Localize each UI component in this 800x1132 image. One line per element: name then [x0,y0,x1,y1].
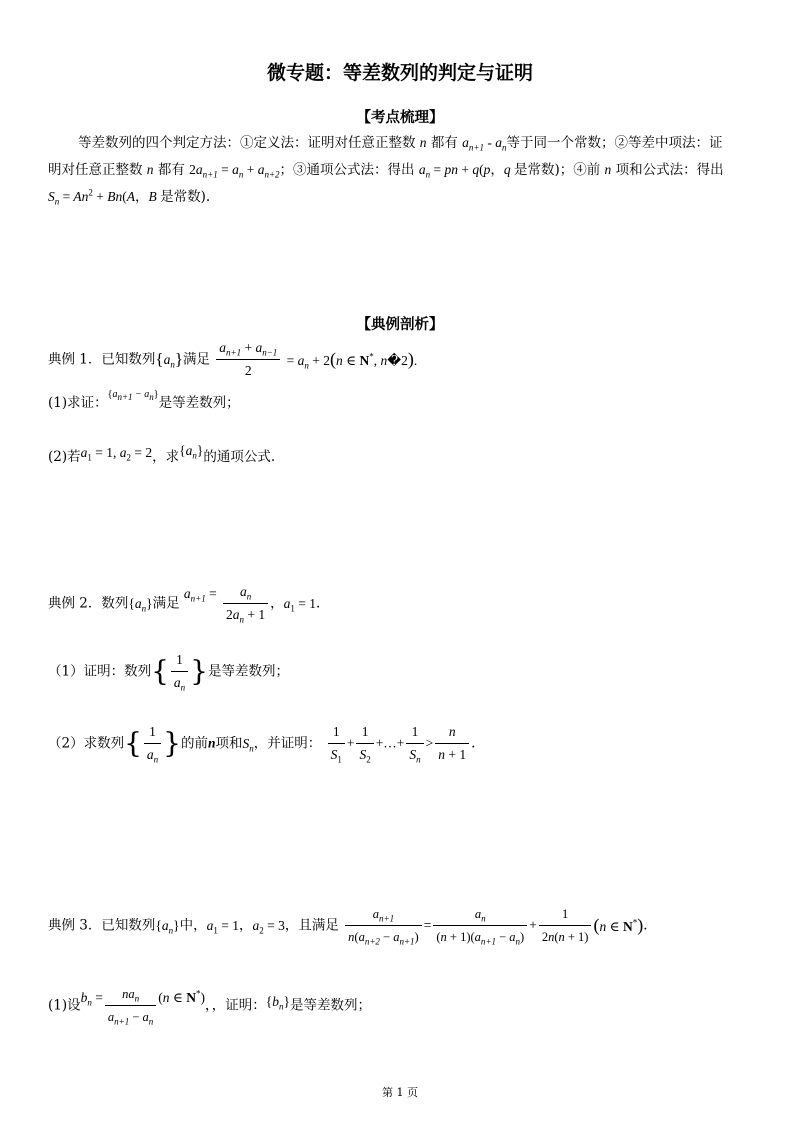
para1-line3: $S_n = An^2 + Bn(A$，B 是常数). [48,187,211,207]
para1-line2: 明对任意正整数 n 都有 $2a_{n+1} = a_n + a_{n+2}$；③通项公式法：得出 $a_n$ = pn + q(p，q 是常数)；④前 n 项和公式法：得出 [48,162,724,180]
page-title: 微专题：等差数列的判定与证明 [266,62,533,84]
example-2-question-2: （2）求数列{ $\frac{1}{a_n}$ }的前n项和$S_n$，并证明： $\frac{1}{S_1}$ + $\frac{1}{S_2}$ +…+ $\frac{1}{S_n}$ > $\frac{n}{n + 1}$ . [48,724,476,765]
section-heading-key-points: 【考点梳理】 [356,110,444,126]
example-2-question-1: （1）证明：数列{ $\frac{1}{a_n}$ }是等差数列； [48,652,289,693]
section-heading-examples: 【典例剖析】 [356,317,444,333]
example-1-question-2: (2)若$a_1 = 1$, $a_2 = 2$，求$\{a_n\}$的通项公式. [48,443,276,465]
example-3-statement: 典例 3．已知数列$\{a_n\}$中，$a_1 = 1$，$a_2 = 3$，且满足 $\frac{a_{n+1}}{n(a_{n+2} - a_{n+1})}$ = $\frac{a_n}{(n + 1)(a_{n+1} - a_n)}$ + $\frac{1}{2n(n + 1)}$ (n ∈ N*). [48,904,648,947]
page-number: 第 1 页 [382,1086,418,1099]
example-1-question-1: (1)求证：$^{\{a_{n+1} - a_n\}}$是等差数列； [48,389,240,411]
fraction: $\frac{a_{n+1} + a_{n-1}}{2}$ [216,338,280,381]
fraction: $\frac{a_n}{2a_n + 1}$ [223,582,268,625]
para1-line1: 等差数列的四个判定方法：①定义法：证明对任意正整数 n 都有 $a_{n+1} - a_n$等于同一个常数；②等差中项法：证 [78,135,723,153]
example-2-statement: 典例 2．数列$\{a_n\}$满足 $a_{n+1}$ = $\frac{a_n}{2a_n + 1}$ ，$a_1 = 1$. [48,584,321,625]
example-3-question-1: (1)设$b_n$ = $\frac{na_n}{a_{n+1} - a_n}$ (n ∈ N*)，，证明：$\{b_n\}$是等差数列； [48,984,371,1027]
example-1-statement: 典例 1．已知数列$\{a_n\}$满足 $\frac{a_{n+1} + a_{n-1}}{2}$ = $a_n + 2(n$ ∈ N*, n�2). [48,338,417,381]
